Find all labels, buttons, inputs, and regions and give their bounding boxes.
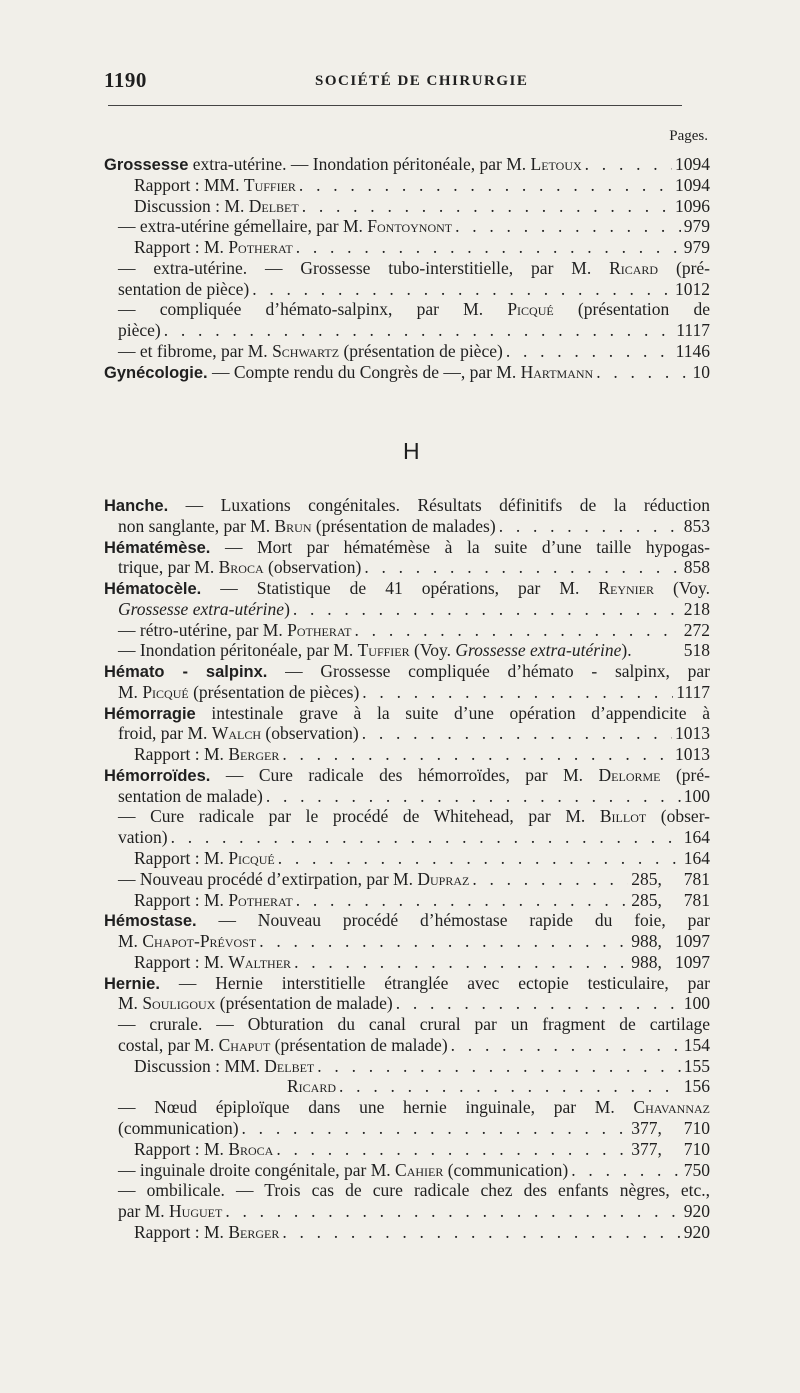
entry-text xyxy=(134,175,296,196)
entry-headword: Hématocèle. xyxy=(104,580,202,599)
entry-segment: M. xyxy=(118,681,143,702)
entry-text xyxy=(118,931,256,952)
index-line xyxy=(104,362,710,383)
entry-segment: — Nœud épiploïque dans une hernie inguinale, par M. xyxy=(118,1097,634,1118)
entry-text xyxy=(104,578,710,599)
author-name: Walch xyxy=(211,723,261,744)
entry-text xyxy=(118,1035,448,1056)
index-line xyxy=(104,175,710,196)
entry-segment: Grossesse extra-utérine xyxy=(455,640,622,661)
page-reference: 988, 1097 xyxy=(631,931,710,952)
index-line xyxy=(104,973,710,994)
dot-leader xyxy=(596,362,689,383)
entry-segment: par M. xyxy=(118,1201,170,1222)
dot-leader xyxy=(242,1118,629,1139)
index-line xyxy=(104,744,710,765)
entry-segment: costal, par M. xyxy=(118,1034,219,1055)
author-name: Ricard xyxy=(609,257,659,278)
index-line xyxy=(104,910,710,931)
page-reference: 1117 xyxy=(676,681,710,702)
index-line xyxy=(104,1097,710,1118)
dot-leader xyxy=(282,1222,680,1243)
author-name: Berger xyxy=(228,744,280,765)
entry-text xyxy=(118,993,393,1014)
author-name: Cahier xyxy=(395,1159,444,1180)
running-head: SOCIÉTÉ DE CHIRURGIE xyxy=(315,73,529,89)
entry-text xyxy=(287,1076,336,1097)
entry-segment: Rapport : M. xyxy=(134,889,229,910)
index-line xyxy=(104,890,710,911)
entry-text xyxy=(134,1222,279,1243)
index-line xyxy=(104,931,710,952)
entry-text xyxy=(118,620,352,641)
entry-text xyxy=(118,640,632,661)
index-line xyxy=(104,1222,710,1243)
author-name: Potherat xyxy=(287,619,352,640)
entry-text xyxy=(118,599,290,620)
entry-text xyxy=(134,952,291,973)
page-reference: 920 xyxy=(683,1221,710,1242)
index-section-g xyxy=(104,154,710,382)
entry-text xyxy=(104,703,710,724)
page-reference: 100 xyxy=(683,993,710,1014)
dot-leader xyxy=(355,620,681,641)
index-line xyxy=(104,723,710,744)
page-reference: 155 xyxy=(683,1055,710,1076)
entry-segment: — Hernie interstitielle étranglée avec ectopie testiculaire, par xyxy=(159,972,710,993)
entry-text xyxy=(118,320,161,341)
author-name: Chavannaz xyxy=(633,1097,710,1118)
dot-leader xyxy=(164,320,674,341)
author-name: Walther xyxy=(228,951,292,972)
entry-text xyxy=(118,1014,710,1035)
dot-leader xyxy=(302,196,672,217)
entry-segment: Rapport : M. xyxy=(134,951,229,972)
entry-text xyxy=(134,1139,273,1160)
entry-segment: (communication) xyxy=(118,1117,239,1138)
entry-segment: (pré- xyxy=(658,257,710,278)
page-reference: 750 xyxy=(683,1159,710,1180)
entry-headword: Gynécologie. xyxy=(104,363,208,382)
page-reference: 979 xyxy=(683,237,710,258)
page-reference: 1094 xyxy=(675,154,710,174)
entry-segment: (présentation de xyxy=(553,299,710,320)
entry-segment: — Compte rendu du Congrès de —, par M. xyxy=(207,361,521,382)
entry-segment: — et fibrome, par M. xyxy=(118,340,273,361)
author-name: Letoux xyxy=(530,154,582,174)
page-reference: 218 xyxy=(683,598,710,619)
author-name: Chapot-Prévost xyxy=(142,931,257,952)
pages-column-label: Pages. xyxy=(669,128,708,144)
entry-text xyxy=(118,516,496,537)
entry-text xyxy=(118,682,359,703)
entry-text xyxy=(134,890,293,911)
entry-headword: Hémato - salpinx. xyxy=(104,663,268,682)
index-line xyxy=(104,258,710,279)
author-name: Potherat xyxy=(228,889,293,910)
page-number: 1190 xyxy=(104,68,147,92)
author-name: Broca xyxy=(218,557,264,578)
entry-segment: — Cure radicale par le procédé de Whitehead, par M. xyxy=(118,806,600,827)
index-line xyxy=(104,765,710,786)
entry-text xyxy=(104,537,710,558)
entry-text xyxy=(118,1118,239,1139)
entry-text xyxy=(118,216,452,237)
dot-leader xyxy=(278,848,681,869)
dot-leader xyxy=(276,1139,628,1160)
author-name: Broca xyxy=(228,1138,274,1159)
entry-headword: Hémorroïdes. xyxy=(104,766,211,785)
entry-text xyxy=(104,362,593,383)
entry-segment: (observation) xyxy=(263,557,362,578)
entry-segment: (communication) xyxy=(443,1159,569,1180)
entry-segment: (Voy. xyxy=(654,578,710,599)
entry-text xyxy=(104,495,710,516)
entry-segment: Discussion : M. xyxy=(134,195,249,216)
entry-segment: Rapport : M. xyxy=(134,237,229,258)
dot-leader xyxy=(362,723,672,744)
entry-segment: Grossesse extra-utérine xyxy=(118,598,285,619)
entry-segment: — Nouveau procédé d’extirpation, par M. xyxy=(118,868,418,889)
entry-text xyxy=(118,869,469,890)
index-section-h xyxy=(104,495,710,1243)
entry-text xyxy=(104,973,710,994)
index-line xyxy=(104,1056,710,1077)
entry-text xyxy=(118,258,710,279)
index-line xyxy=(104,848,710,869)
page-reference: 164 xyxy=(683,827,710,848)
entry-segment: — compliquée d’hémato-salpinx, par M. xyxy=(118,299,508,320)
entry-segment: M. xyxy=(118,931,143,952)
index-line xyxy=(104,682,710,703)
index-line xyxy=(104,495,710,516)
entry-segment: — Mort par hématémèse à la suite d’une taille hypogas- xyxy=(210,536,710,557)
entry-segment: vation) xyxy=(118,827,168,848)
entry-segment: pièce) xyxy=(118,320,161,341)
page-reference: 285, 781 xyxy=(631,868,710,889)
author-name: Chaput xyxy=(218,1034,271,1055)
entry-text xyxy=(118,1097,710,1118)
author-name: Delorme xyxy=(598,764,661,785)
page-reference: 1013 xyxy=(675,744,710,765)
entry-text xyxy=(118,1160,568,1181)
entry-segment: — rétro-utérine, par M. xyxy=(118,619,288,640)
dot-leader xyxy=(171,827,681,848)
page-reference: 156 xyxy=(683,1076,710,1097)
header-rule xyxy=(108,105,682,106)
entry-segment: (observation) xyxy=(261,723,359,744)
entry-segment: — extra-utérine. — Grossesse tubo-interstitielle, par M. xyxy=(118,257,610,278)
entry-headword: Hernie. xyxy=(104,974,160,993)
author-name: Tuffier xyxy=(243,174,296,195)
index-line xyxy=(104,952,710,973)
index-line xyxy=(104,154,710,175)
page-reference: 858 xyxy=(683,557,710,578)
entry-text xyxy=(118,299,710,320)
author-name: Picqué xyxy=(228,848,275,869)
index-line xyxy=(104,216,710,237)
entry-segment: (présentation de pièces) xyxy=(188,681,360,702)
entry-segment: sentation de malade) xyxy=(118,785,263,806)
author-name: Fontoynont xyxy=(367,216,453,237)
index-line xyxy=(104,599,710,620)
dot-leader xyxy=(396,993,681,1014)
index-line xyxy=(104,1076,710,1097)
page-reference: 1012 xyxy=(675,278,710,299)
dot-leader xyxy=(339,1076,681,1097)
entry-segment: intestinale grave à la suite d’une opération d’appendicite à xyxy=(195,702,710,723)
entry-segment: trique, par M. xyxy=(118,557,219,578)
index-line xyxy=(104,237,710,258)
author-name: Berger xyxy=(228,1221,280,1242)
entry-segment: (obser- xyxy=(646,806,710,827)
dot-leader xyxy=(252,279,672,300)
entry-text xyxy=(104,661,710,682)
author-name: Reynier xyxy=(598,578,655,599)
index-line xyxy=(104,537,710,558)
entry-segment: Rapport : M. xyxy=(134,1138,229,1159)
entry-headword: Grossesse xyxy=(104,156,189,174)
author-name: Billot xyxy=(599,806,647,827)
index-line xyxy=(104,661,710,682)
entry-text xyxy=(118,806,710,827)
index-line xyxy=(104,869,710,890)
index-line xyxy=(104,1035,710,1056)
dot-leader xyxy=(266,786,681,807)
entry-segment: (présentation de malade) xyxy=(215,993,393,1014)
index-line xyxy=(104,516,710,537)
entry-segment: (Voy. xyxy=(409,640,456,661)
entry-segment: (pré- xyxy=(660,764,710,785)
page-reference: 853 xyxy=(683,515,710,536)
index-line xyxy=(104,1139,710,1160)
entry-segment: Discussion : MM. xyxy=(134,1055,265,1076)
entry-segment: (présentation de pièce) xyxy=(339,340,503,361)
entry-text xyxy=(118,279,249,300)
author-name: Delbet xyxy=(248,195,299,216)
page-reference: 1117 xyxy=(676,320,710,341)
page-reference: 10 xyxy=(692,361,710,382)
entry-text xyxy=(134,744,279,765)
entry-text xyxy=(134,196,299,217)
index-line xyxy=(104,1014,710,1035)
index-line xyxy=(104,196,710,217)
index-line xyxy=(104,299,710,320)
page-reference: 979 xyxy=(683,216,710,237)
author-name: Picqué xyxy=(142,681,189,702)
entry-segment: Rapport : M. xyxy=(134,1221,229,1242)
entry-segment: — Nouveau procédé d’hémostase rapide du foie, par xyxy=(196,910,710,931)
page-reference: 518 xyxy=(683,640,710,661)
entry-headword: Hémorragie xyxy=(104,704,196,723)
entry-segment: — Luxations congénitales. Résultats définitifs de la réduction xyxy=(168,495,710,515)
spacer xyxy=(632,640,684,661)
entry-text xyxy=(104,910,710,931)
entry-segment: — extra-utérine gémellaire, par M. xyxy=(118,216,368,237)
dot-leader xyxy=(317,1056,680,1077)
author-name: Potherat xyxy=(228,237,293,258)
index-line xyxy=(104,786,710,807)
dot-leader xyxy=(499,516,681,537)
dot-leader xyxy=(225,1201,680,1222)
dot-leader xyxy=(585,154,672,175)
page-reference: 377, 710 xyxy=(631,1117,710,1138)
page-reference: 920 xyxy=(683,1201,710,1222)
index-line xyxy=(104,320,710,341)
entry-text xyxy=(118,557,361,578)
entry-text xyxy=(118,1201,222,1222)
index-line xyxy=(104,341,710,362)
page-reference: 377, 710 xyxy=(631,1138,710,1159)
page-reference: 272 xyxy=(683,619,710,640)
dot-leader xyxy=(571,1160,680,1181)
page-reference: 1146 xyxy=(675,340,710,361)
author-name: Ricard xyxy=(287,1076,337,1097)
page-reference: 1096 xyxy=(675,195,710,216)
page-reference: 154 xyxy=(683,1034,710,1055)
entry-segment: (présentation de malades) xyxy=(311,515,496,536)
entry-segment: — crurale. — Obturation du canal crural par un fragment de cartilage xyxy=(118,1014,710,1035)
page-reference: 285, 781 xyxy=(631,889,710,910)
entry-text xyxy=(104,154,582,175)
entry-segment: froid, par M. xyxy=(118,723,212,744)
entry-segment: sentation de pièce) xyxy=(118,278,250,299)
entry-segment: Rapport : MM. xyxy=(134,174,244,195)
page-header xyxy=(104,68,682,92)
index-line xyxy=(104,640,710,661)
index-line xyxy=(104,1180,710,1201)
entry-segment: — Grossesse compliquée d’hémato - salpinx, par xyxy=(267,661,710,682)
entry-headword: Hémostase. xyxy=(104,912,197,931)
dot-leader xyxy=(362,682,673,703)
entry-segment: Rapport : M. xyxy=(134,744,229,765)
entry-text xyxy=(134,848,275,869)
entry-text xyxy=(134,237,293,258)
index-line xyxy=(104,620,710,641)
page-reference: 1013 xyxy=(675,723,710,744)
entry-text xyxy=(134,1056,314,1077)
dot-leader xyxy=(472,869,628,890)
page-reference: 988, 1097 xyxy=(631,951,710,972)
dot-leader xyxy=(455,216,681,237)
entry-segment: — inguinale droite congénitale, par M. xyxy=(118,1159,396,1180)
dot-leader xyxy=(282,744,672,765)
entry-headword: Hanche. xyxy=(104,497,169,515)
author-name: Dupraz xyxy=(417,868,470,889)
entry-segment: M. xyxy=(118,993,143,1014)
author-name: Schwartz xyxy=(272,340,340,361)
entry-segment: extra-utérine. — Inondation péritonéale, par M. xyxy=(188,154,531,174)
entry-text xyxy=(118,723,359,744)
index-line xyxy=(104,279,710,300)
author-name: Delbet xyxy=(264,1055,315,1076)
dot-leader xyxy=(506,341,673,362)
entry-segment: ) xyxy=(284,598,290,619)
entry-text xyxy=(118,1180,710,1201)
entry-segment: — Inondation péritonéale, par M. xyxy=(118,640,358,661)
author-name: Hartmann xyxy=(520,361,594,382)
index-line xyxy=(104,1160,710,1181)
entry-text xyxy=(118,341,503,362)
entry-segment: — Statistique de 41 opérations, par M. xyxy=(201,578,599,599)
entry-segment: — Cure radicale des hémorroïdes, par M. xyxy=(210,764,599,785)
index-line xyxy=(104,1118,710,1139)
dot-leader xyxy=(294,952,628,973)
entry-headword: Hématémèse. xyxy=(104,538,211,557)
index-line xyxy=(104,1201,710,1222)
page-reference: 164 xyxy=(683,848,710,869)
dot-leader xyxy=(299,175,672,196)
index-line xyxy=(104,703,710,724)
dot-leader xyxy=(364,557,680,578)
entry-segment: — ombilicale. — Trois cas de cure radicale chez des enfants nègres, etc., xyxy=(118,1180,710,1201)
index-line xyxy=(104,993,710,1014)
page-reference: 1094 xyxy=(675,174,710,195)
entry-text xyxy=(104,765,710,786)
entry-segment: ). xyxy=(621,640,632,661)
dot-leader xyxy=(259,931,628,952)
entry-segment: (présentation de malade) xyxy=(270,1034,448,1055)
dot-leader xyxy=(296,237,681,258)
author-name: Brun xyxy=(274,515,312,536)
dot-leader xyxy=(296,890,629,911)
section-letter-h: H xyxy=(403,438,420,464)
index-line xyxy=(104,578,710,599)
entry-text xyxy=(118,827,168,848)
author-name: Tuffier xyxy=(357,640,410,661)
author-name: Souligoux xyxy=(142,993,216,1014)
author-name: Picqué xyxy=(507,299,554,320)
entry-segment: non sanglante, par M. xyxy=(118,515,275,536)
index-line xyxy=(104,557,710,578)
index-line xyxy=(104,806,710,827)
entry-segment: Rapport : M. xyxy=(134,848,229,869)
page-reference: 100 xyxy=(683,785,710,806)
dot-leader xyxy=(293,599,681,620)
index-line xyxy=(104,827,710,848)
author-name: Huguet xyxy=(169,1201,223,1222)
entry-text xyxy=(118,786,263,807)
dot-leader xyxy=(451,1035,681,1056)
